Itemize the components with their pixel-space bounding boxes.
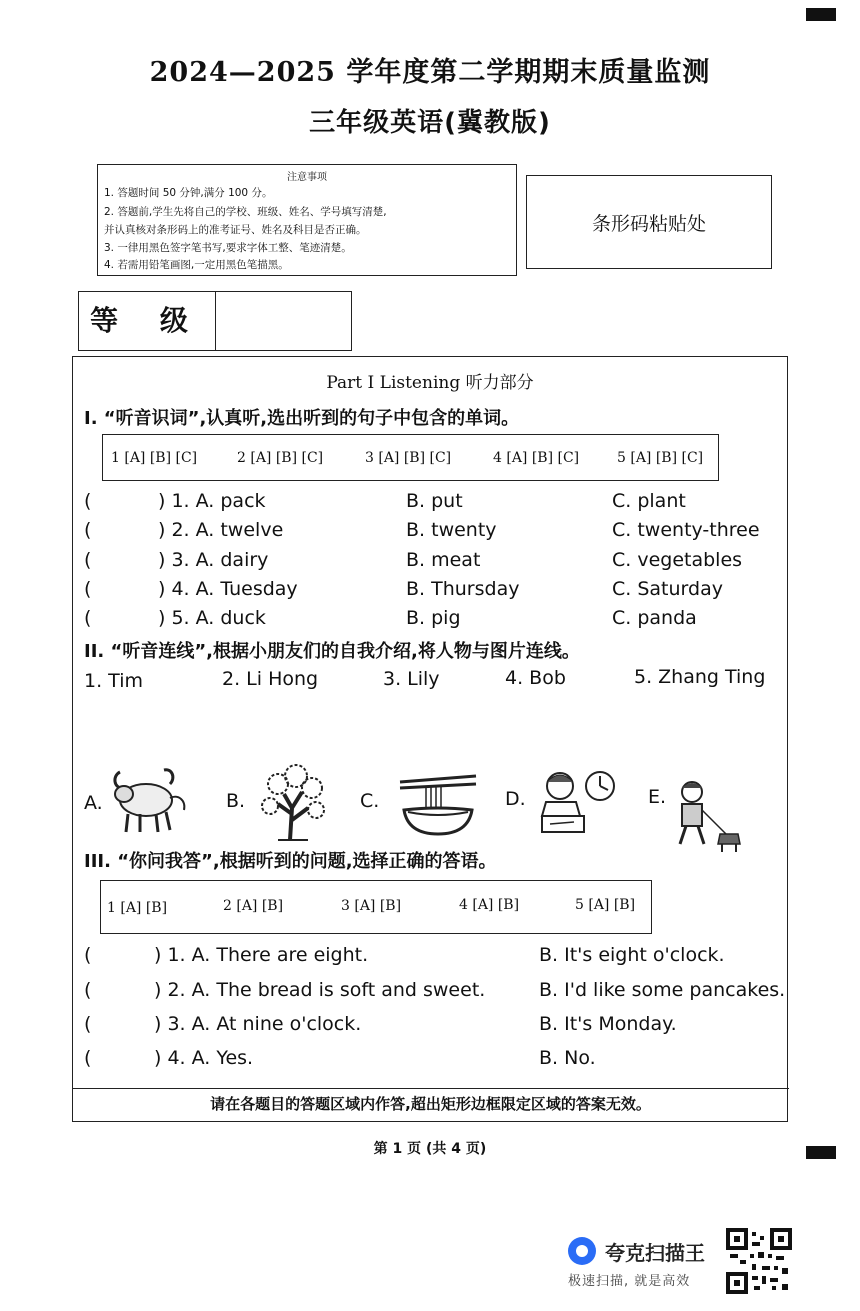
- option-a: ) 4. A. Tuesday: [158, 578, 298, 600]
- option-c: C. Saturday: [612, 578, 723, 600]
- bubble-group[interactable]: 3 [A] [B] [C]: [365, 450, 452, 466]
- picture-label: B.: [226, 790, 246, 812]
- part-title: Part I Listening 听力部分: [326, 373, 534, 393]
- notice-line: 1. 答题时间 50 分钟,满分 100 分。: [104, 187, 273, 199]
- bubble-group[interactable]: 4 [A] [B] [C]: [493, 450, 580, 466]
- bubble-group[interactable]: 1 [A] [B]: [107, 900, 168, 916]
- option-c: C. plant: [612, 490, 686, 512]
- option-c: C. twenty-three: [612, 519, 760, 541]
- question-row: [84, 1013, 784, 1041]
- option-a: ) 4. A. Yes.: [154, 1047, 254, 1069]
- option-b: B. I'd like some pancakes.: [539, 979, 786, 1001]
- option-a: ) 3. A. At nine o'clock.: [154, 1013, 362, 1035]
- section-3-title: III. “你问我答”,根据听到的问题,选择正确的答语。: [84, 851, 497, 872]
- question-row: [84, 607, 784, 635]
- notice-line: 4. 若需用铅笔画图,一定用黑色笔描黑。: [104, 259, 289, 271]
- answer-paren[interactable]: (: [84, 519, 92, 541]
- bubble-group[interactable]: 4 [A] [B]: [459, 897, 520, 913]
- question-row: [84, 1047, 784, 1075]
- option-c: C. vegetables: [612, 549, 743, 571]
- bubble-group[interactable]: 2 [A] [B] [C]: [237, 450, 324, 466]
- answer-paren[interactable]: (: [84, 607, 92, 629]
- option-b: B. pig: [406, 607, 461, 629]
- answer-paren[interactable]: (: [84, 490, 92, 512]
- option-a: ) 2. A. The bread is soft and sweet.: [154, 979, 486, 1001]
- grade-label: 等 级: [79, 292, 216, 350]
- bubble-group[interactable]: 1 [A] [B] [C]: [111, 450, 198, 466]
- answer-paren[interactable]: (: [84, 979, 92, 1001]
- option-b: B. It's Monday.: [539, 1013, 677, 1035]
- bubble-group[interactable]: 5 [A] [B]: [575, 897, 636, 913]
- picture-label: A.: [84, 792, 103, 814]
- option-a: ) 1. A. There are eight.: [154, 944, 369, 966]
- notice-title: 注意事项: [287, 172, 327, 183]
- noodles-icon: [396, 772, 480, 838]
- picture-label: E.: [648, 786, 667, 808]
- notice-box: [97, 164, 517, 276]
- name-item: 2. Li Hong: [222, 668, 319, 690]
- answer-bubbles-3: [100, 880, 652, 934]
- option-b: B. put: [406, 490, 463, 512]
- question-row: [84, 944, 784, 972]
- exam-subtitle: 三年级英语(冀教版): [309, 108, 551, 138]
- grade-box: [78, 291, 352, 351]
- question-row: [84, 578, 784, 606]
- barcode-label: 条形码粘贴处: [591, 213, 706, 235]
- option-c: C. panda: [612, 607, 697, 629]
- answer-paren[interactable]: (: [84, 944, 92, 966]
- scanner-logo-icon: [568, 1237, 596, 1265]
- answer-paren[interactable]: (: [84, 549, 92, 571]
- answer-bubbles-1: [102, 434, 719, 481]
- option-b: B. twenty: [406, 519, 497, 541]
- exam-title: 2024—2025 学年度第二学期期末质量监测: [149, 57, 711, 88]
- question-row: [84, 549, 784, 577]
- picture-label: D.: [505, 788, 526, 810]
- answer-paren[interactable]: (: [84, 1047, 92, 1069]
- option-b: B. meat: [406, 549, 481, 571]
- question-row: [84, 979, 784, 1007]
- answer-paren[interactable]: (: [84, 578, 92, 600]
- name-item: 4. Bob: [505, 667, 566, 689]
- notice-line: 并认真核对条形码上的准考证号、姓名及科目是否正确。: [104, 224, 367, 236]
- picture-label: C.: [360, 790, 380, 812]
- option-b: B. Thursday: [406, 578, 520, 600]
- option-b: B. It's eight o'clock.: [539, 944, 725, 966]
- question-row: [84, 519, 784, 547]
- notice-line: 3. 一律用黑色签字笔书写,要求字体工整、笔迹清楚。: [104, 242, 352, 254]
- option-b: B. No.: [539, 1047, 596, 1069]
- option-a: ) 3. A. dairy: [158, 549, 269, 571]
- tree-icon: [258, 764, 328, 842]
- kid-with-dog-icon: [672, 778, 746, 854]
- option-a: ) 1. A. pack: [158, 490, 266, 512]
- bubble-group[interactable]: 5 [A] [B] [C]: [617, 450, 704, 466]
- page-number: 第 1 页 (共 4 页): [373, 1141, 487, 1157]
- option-a: ) 2. A. twelve: [158, 519, 284, 541]
- barcode-area: [526, 175, 772, 269]
- answer-paren[interactable]: (: [84, 1013, 92, 1035]
- notice-line: 2. 答题前,学生先将自己的学校、班级、姓名、学号填写清楚,: [104, 206, 387, 218]
- section-2-title: II. “听音连线”,根据小朋友们的自我介绍,将人物与图片连线。: [84, 641, 580, 662]
- registration-mark: [806, 8, 836, 21]
- scanner-brand-name: 夸克扫描王: [605, 1241, 705, 1265]
- question-row: [84, 490, 784, 518]
- name-item: 1. Tim: [84, 670, 143, 692]
- option-a: ) 5. A. duck: [158, 607, 266, 629]
- scanner-tagline: 极速扫描, 就是高效: [568, 1274, 691, 1289]
- qr-code-icon: [726, 1228, 792, 1294]
- name-item: 3. Lily: [383, 668, 440, 690]
- name-item: 5. Zhang Ting: [634, 666, 766, 688]
- answer-area-note: 请在各题目的答题区域内作答,超出矩形边框限定区域的答案无效。: [72, 1088, 789, 1121]
- bubble-group[interactable]: 3 [A] [B]: [341, 898, 402, 914]
- goat-icon: [106, 764, 196, 836]
- boy-drawing-clock-icon: [536, 766, 620, 836]
- section-1-title: I. “听音识词”,认真听,选出听到的句子中包含的单词。: [84, 408, 520, 429]
- bubble-group[interactable]: 2 [A] [B]: [223, 898, 284, 914]
